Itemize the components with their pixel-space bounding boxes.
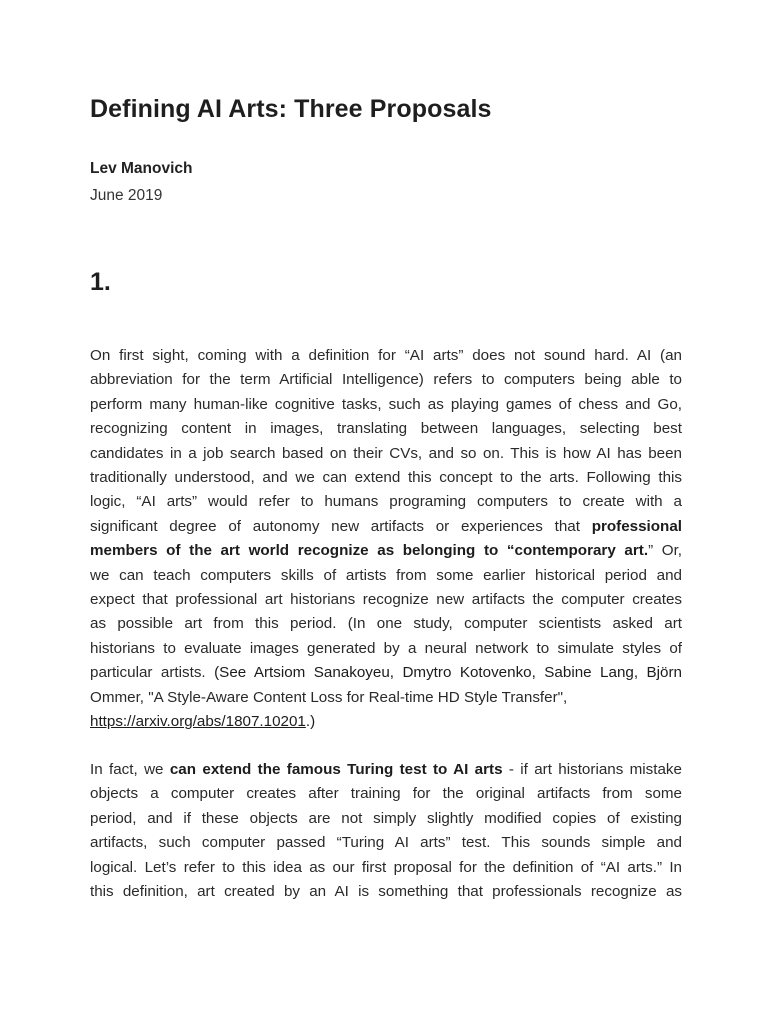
paragraph-line: Ommer, "A Style-Aware Content Loss for Real-time HD Style Transfer",	[90, 688, 568, 706]
section-heading: 1.	[90, 268, 111, 296]
paragraph-line: perform many human-like cognitive tasks, such as playing games of chess and Go,	[90, 395, 682, 413]
paragraph-1	[90, 344, 682, 735]
bold-emphasis: can extend the famous Turing test to AI arts	[169, 761, 503, 778]
paragraph-line: this definition, art created by an AI is something that professionals recognize as	[90, 883, 682, 901]
paragraph-line: artifacts, such computer passed “Turing AI arts” test. This sounds simple and	[90, 834, 682, 852]
text-run: .)	[305, 713, 316, 731]
paragraph-line: historians to evaluate images generated by a neural network to simulate styles of	[90, 639, 682, 657]
arxiv-link[interactable]: https://arxiv.org/abs/1807.10201	[90, 713, 306, 731]
text-run: particular artists.	[90, 664, 215, 682]
paragraph-line	[90, 758, 682, 782]
text-run: - if art historians mistake	[502, 761, 682, 778]
paragraph-line: traditionally understood, and we can extend this concept to the arts. Following this	[90, 469, 682, 487]
paragraph-line	[90, 661, 682, 685]
text-run: In fact, we	[90, 761, 170, 778]
paragraph-line	[90, 539, 682, 563]
paragraph-2	[90, 758, 682, 904]
author-name: Lev Manovich	[90, 160, 193, 177]
bold-emphasis: members of the art world recognize as belonging to “contemporary art.	[90, 542, 649, 560]
publication-date: June 2019	[90, 187, 163, 204]
paragraph-line: we can teach computers skills of artists from some earlier historical period and	[90, 566, 682, 584]
paragraph-line: period, and if these objects are not simply slightly modified copies of existing	[90, 809, 682, 827]
paragraph-line: recognizing content in images, translating between languages, selecting best	[90, 420, 682, 438]
paragraph-line: as possible art from this period. (In one study, computer scientists asked art	[90, 615, 682, 633]
page-title: Defining AI Arts: Three Proposals	[90, 95, 492, 123]
citation-text: (See Artsiom Sanakoyeu, Dmytro Kotovenko, Sabine Lang, Björn	[214, 664, 682, 682]
paragraph-line: On first sight, coming with a definition for “AI arts” does not sound hard. AI (an	[90, 347, 682, 364]
paragraph-line: expect that professional art historians recognize new artifacts the computer creates	[90, 591, 682, 609]
paragraph-line	[90, 710, 682, 734]
paragraph-line: logical. Let’s refer to this idea as our first proposal for the definition of “AI arts.” In	[90, 858, 682, 876]
paragraph-line: logic, “AI arts” would refer to humans programing computers to create with a	[90, 493, 682, 511]
paragraph-line	[90, 515, 682, 539]
text-run: significant degree of autonomy new artifacts or experiences that	[90, 517, 592, 535]
text-run: ” Or,	[648, 542, 683, 560]
paragraph-line: abbreviation for the term Artificial Intelligence) refers to computers being able to	[90, 371, 682, 389]
paragraph-line: objects a computer creates after training for the original artifacts from some	[90, 785, 682, 803]
paragraph-line: candidates in a job search based on their CVs, and so on. This is how AI has been	[90, 444, 682, 462]
bold-emphasis: professional	[591, 517, 682, 535]
